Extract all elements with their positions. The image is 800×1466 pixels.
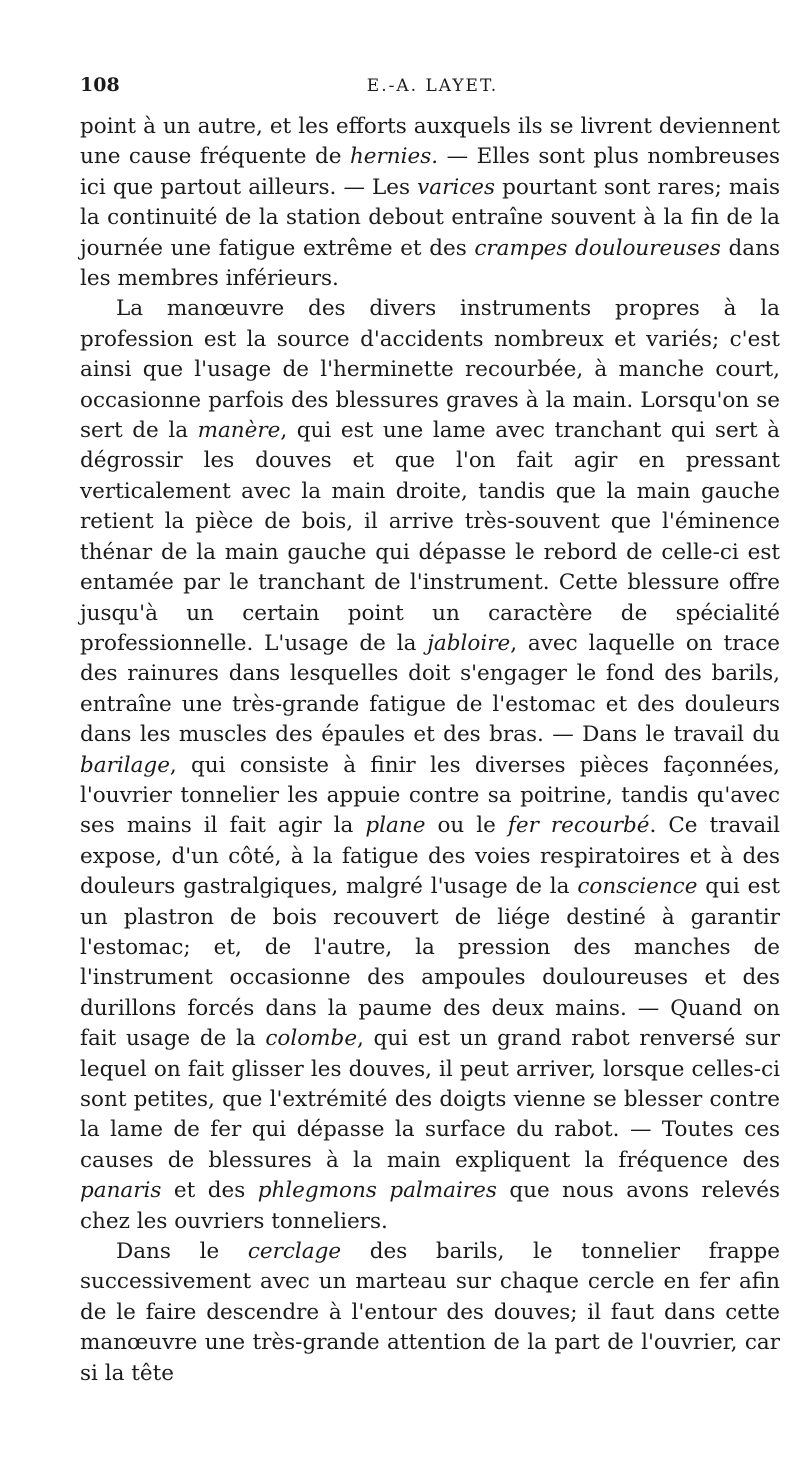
text-span: Dans le	[116, 1239, 248, 1265]
italic-term: conscience	[577, 874, 698, 900]
text-span: dans les membres inférieurs.	[80, 235, 781, 292]
italic-term: panaris	[80, 1178, 162, 1204]
italic-term: cerclage	[247, 1239, 342, 1265]
italic-term: crampes douloureuses	[474, 235, 721, 261]
text-span: des barils, le tonnelier frappe successivement avec un marteau sur chaque cercle en fer afin de le faire descendre à l'entour des douves; il faut dans cette manœuvre une très-grande attention de la part de l'ouvrier, car si la tête	[80, 1239, 780, 1386]
paragraph-2	[80, 294, 780, 1237]
paragraph-1	[80, 112, 780, 294]
italic-term: phlegmons palmaires	[257, 1178, 497, 1204]
body-text	[80, 112, 780, 1389]
italic-term: barilage	[80, 752, 170, 778]
text-span: La manœuvre des divers instruments propres à la profession est la source d'accidents nombreux et variés; c'est ainsi que l'usage de l'herminette recourbée, à manche court, occasionne parfois des blessures graves à la main. Lorsqu'on se sert de la	[80, 296, 780, 444]
text-span: . Ce travail expose, d'un côté, à la fatigue des voies respiratoires et à des douleurs gastralgiques, malgré l'usage de la	[80, 813, 780, 900]
text-span: et des	[161, 1178, 258, 1204]
italic-term: hernies.	[349, 144, 439, 170]
text-span: , avec laquelle on trace des rainures dans lesquelles doit s'engager le fond des barils, entraîne une très-grande fatigue de l'estomac et des douleurs dans les muscles des épaules et des bras. — Dans le travail du	[80, 630, 781, 748]
italic-term: jabloire	[427, 630, 511, 656]
text-span: , qui consiste à finir les diverses pièces façonnées, l'ouvrier tonnelier les appuie contre sa poitrine, tandis qu'avec ses mains il fait agir la	[80, 752, 780, 839]
text-span: pourtant sont rares; mais la continuité de la station debout entraîne souvent à la fin de la journée une fatigue extrême et des	[80, 174, 780, 261]
italic-term: colombe	[265, 1026, 358, 1052]
page-number: 108	[80, 74, 120, 96]
paragraph-3	[80, 1237, 780, 1389]
text-span: ou le	[425, 813, 508, 839]
italic-term: manère	[197, 418, 281, 444]
page-header	[80, 74, 785, 102]
text-span: — Elles sont plus nombreuses ici que partout ailleurs. — Les	[80, 144, 780, 200]
running-head: E.-A. LAYET.	[366, 76, 499, 96]
text-span: que nous avons relevés chez les ouvriers tonneliers.	[80, 1178, 781, 1234]
italic-term: varices	[417, 174, 496, 200]
text-span: point à un autre, et les efforts auxquels ils se livrent deviennent une cause fréquente de	[80, 114, 780, 170]
text-span: qui est un plastron de bois recouvert de liége destiné à garantir l'estomac; et, de l'autre, la pression des manches de l'instrument occasionne des ampoules douloureuses et des durillons forcés dans la paume des deux mains. — Quand on fait usage de la	[80, 874, 780, 1052]
italic-term: plane	[365, 813, 426, 839]
text-span: , qui est un grand rabot renversé sur lequel on fait glisser les douves, il peut arriver, lorsque celles-ci sont petites, que l'extrémité des doigts vienne se blesser contre la lame de fer qui dépasse la surface du rabot. — Toutes ces causes de blessures à la main expliquent la fréquence des	[80, 1026, 780, 1173]
text-span: , qui est une lame avec tranchant qui sert à dégrossir les douves et que l'on fait agir en pressant verticalement avec la main droite, tandis que la main gauche retient la pièce de bois, il arrive très-souvent que l'éminence thénar de la main gauche qui dépasse le rebord de celle-ci est entamée par le tranchant de l'instrument. Cette blessure offre jusqu'à un certain point un caractère de spécialité professionnelle. L'usage de la	[80, 418, 780, 656]
italic-term: fer recourbé	[507, 813, 650, 839]
